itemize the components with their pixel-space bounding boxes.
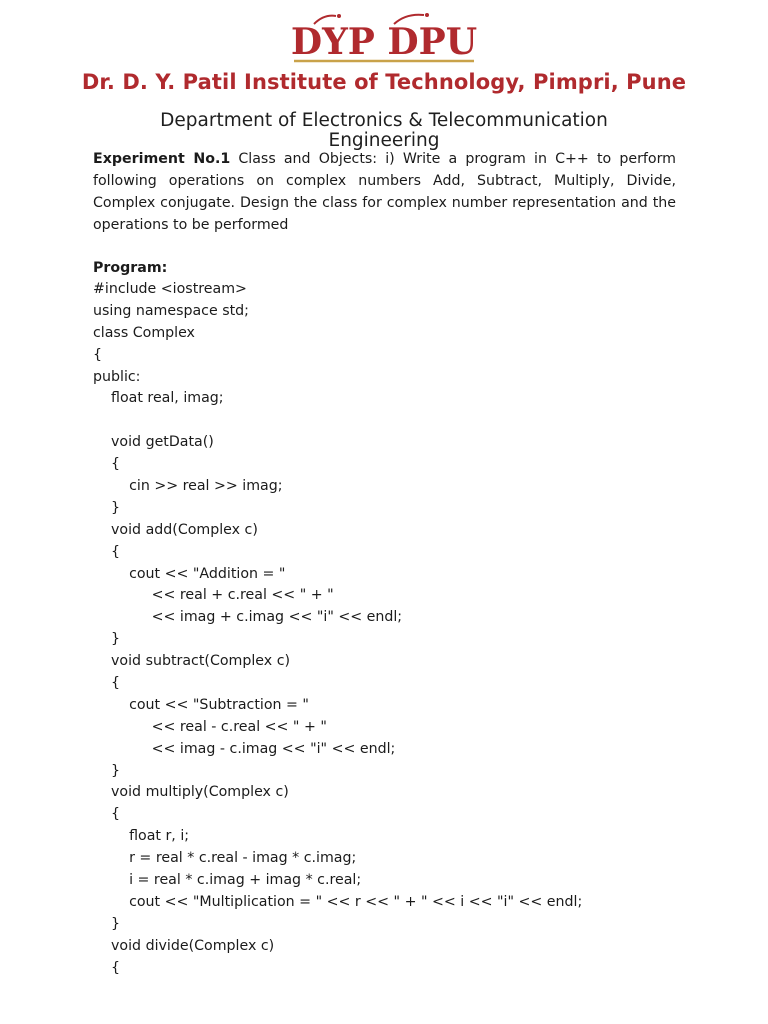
code-line: void add(Complex c) bbox=[93, 521, 258, 538]
code-line: float r, i; bbox=[93, 828, 190, 845]
code-line: { bbox=[93, 456, 121, 473]
code-line: } bbox=[93, 499, 121, 516]
code-line: << real + c.real << " + " bbox=[93, 587, 334, 604]
logo-text: DYP DPU bbox=[290, 21, 478, 63]
code-line bbox=[93, 410, 582, 432]
department-line-1: Department of Electronics & Telecommunication bbox=[160, 110, 608, 131]
code-line: class Complex bbox=[93, 324, 195, 341]
code-line: { bbox=[93, 346, 103, 363]
code-line: public: bbox=[93, 368, 141, 385]
code-line: << real - c.real << " + " bbox=[93, 718, 327, 735]
code-line: using namespace std; bbox=[93, 302, 249, 319]
department-line-2: Engineering bbox=[328, 130, 440, 151]
code-line: cout << "Addition = " bbox=[93, 565, 286, 582]
code-line: } bbox=[93, 631, 121, 648]
code-line: float real, imag; bbox=[93, 390, 224, 407]
code-line: r = real * c.real - imag * c.imag; bbox=[93, 850, 357, 867]
experiment-description: Class and Objects: i) Write a program in C++ to perform following operations on complex numbers Add, Subtract, Multiply, Divide, Complex conjugate. Design the class for complex number representation and the operations to be performed bbox=[93, 151, 676, 233]
code-line: cout << "Subtraction = " bbox=[93, 696, 309, 713]
dyp-dpu-logo bbox=[284, 10, 484, 66]
institute-name: Dr. D. Y. Patil Institute of Technology, Pimpri, Pune bbox=[81, 70, 687, 94]
code-line: { bbox=[93, 543, 121, 560]
code-listing bbox=[93, 279, 582, 980]
code-line: void subtract(Complex c) bbox=[93, 653, 291, 670]
code-line: #include <iostream> bbox=[93, 281, 247, 297]
code-line: } bbox=[93, 915, 121, 932]
code-line: { bbox=[93, 806, 121, 823]
experiment-statement bbox=[93, 148, 676, 236]
department-title bbox=[0, 111, 768, 151]
code-line: i = real * c.imag + imag * c.real; bbox=[93, 872, 362, 889]
logo-graphic bbox=[284, 10, 484, 66]
code-line: << imag + c.imag << "i" << endl; bbox=[93, 609, 403, 626]
code-line: void divide(Complex c) bbox=[93, 937, 275, 954]
program-heading: Program: bbox=[93, 260, 168, 276]
code-line: cout << "Multiplication = " << r << " + " << i << "i" << endl; bbox=[93, 893, 583, 910]
experiment-label: Experiment No.1 bbox=[93, 151, 231, 167]
code-line: { bbox=[93, 675, 121, 692]
code-line: } bbox=[93, 762, 121, 779]
code-line: cin >> real >> imag; bbox=[93, 478, 283, 495]
code-line: void getData() bbox=[93, 434, 214, 451]
code-line: void multiply(Complex c) bbox=[93, 784, 289, 801]
code-line: << imag - c.imag << "i" << endl; bbox=[93, 740, 396, 757]
code-line: { bbox=[93, 959, 121, 976]
